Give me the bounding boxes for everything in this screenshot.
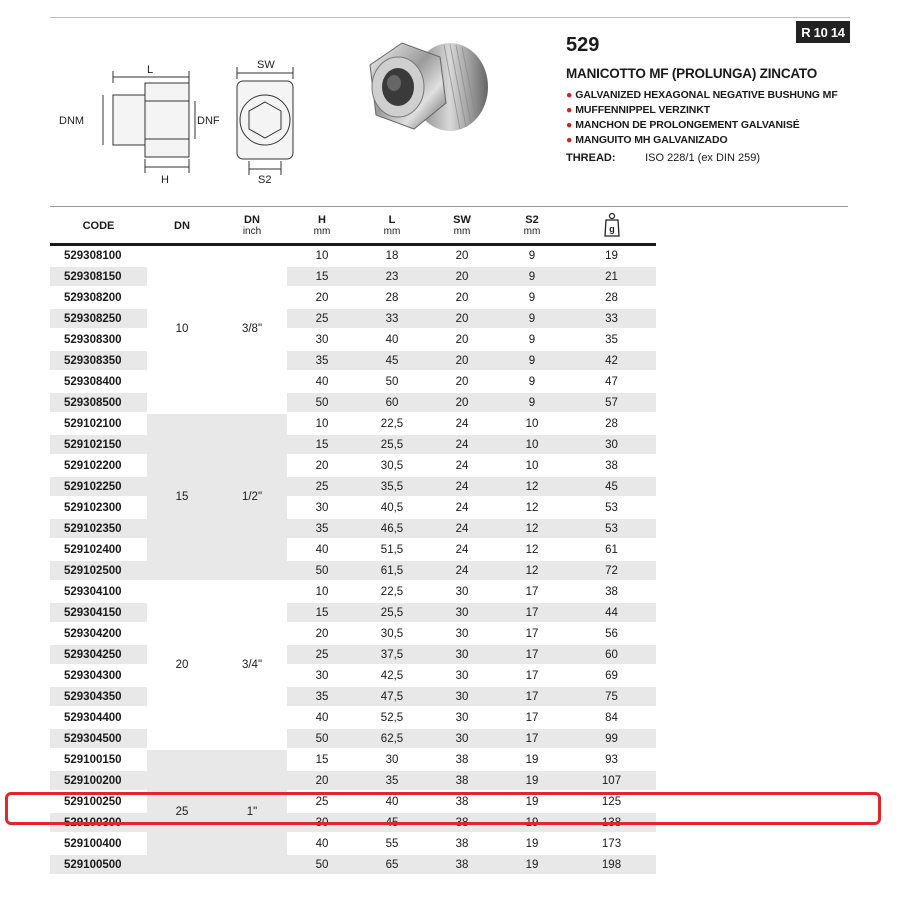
cell-s2: 17	[497, 707, 567, 728]
cell-code: 529304250	[50, 644, 147, 665]
cell-sw: 24	[427, 497, 497, 518]
product-title: MANICOTTO MF (PROLUNGA) ZINCATO	[566, 66, 818, 81]
cell-s2: 12	[497, 539, 567, 560]
cell-s2: 17	[497, 623, 567, 644]
cell-dn: 10	[147, 245, 217, 414]
description-item: ● GALVANIZED HEXAGONAL NEGATIVE BUSHUNG MF	[566, 89, 838, 101]
cell-code: 529308250	[50, 308, 147, 329]
top-rule	[50, 17, 850, 18]
weight-icon	[603, 212, 621, 238]
cell-l: 50	[357, 371, 427, 392]
cell-code: 529304400	[50, 707, 147, 728]
cell-code: 529304150	[50, 602, 147, 623]
cell-h: 15	[287, 266, 357, 287]
label-h: H	[161, 174, 169, 185]
cell-l: 22,5	[357, 581, 427, 602]
cell-code: 529100250	[50, 791, 147, 812]
cell-code: 529100500	[50, 854, 147, 875]
cell-sw: 38	[427, 770, 497, 791]
description-list	[566, 88, 838, 148]
cell-l: 52,5	[357, 707, 427, 728]
hex-body	[145, 83, 189, 157]
col-header-l: L mm	[357, 209, 427, 245]
end-view-body	[237, 81, 293, 159]
highlight-box	[5, 792, 881, 825]
cell-h: 40	[287, 371, 357, 392]
cell-weight: 93	[567, 749, 656, 770]
cell-l: 40,5	[357, 497, 427, 518]
table-row	[50, 245, 656, 267]
cell-l: 28	[357, 287, 427, 308]
cell-h: 30	[287, 497, 357, 518]
table-row	[50, 623, 656, 644]
cell-dn: 25	[147, 749, 217, 875]
cell-sw: 30	[427, 581, 497, 602]
cell-weight: 198	[567, 854, 656, 875]
cell-h: 15	[287, 434, 357, 455]
table-row	[50, 749, 656, 770]
cell-weight: 53	[567, 497, 656, 518]
table-row	[50, 539, 656, 560]
cell-dn: 20	[147, 581, 217, 749]
cell-h: 25	[287, 308, 357, 329]
cell-sw: 24	[427, 455, 497, 476]
label-dnm: DNM	[59, 115, 85, 127]
cell-s2: 9	[497, 392, 567, 413]
col-header-dn: DN	[147, 209, 217, 245]
cell-s2: 9	[497, 287, 567, 308]
cell-dn-inch: 3/8"	[217, 245, 287, 414]
table-row	[50, 476, 656, 497]
cell-sw: 24	[427, 413, 497, 434]
col-header-h: H mm	[287, 209, 357, 245]
cell-l: 37,5	[357, 644, 427, 665]
cell-sw: 38	[427, 833, 497, 854]
cell-code: 529304500	[50, 728, 147, 749]
col-header-sw: SW mm	[427, 209, 497, 245]
cell-code: 529308500	[50, 392, 147, 413]
cell-weight: 38	[567, 455, 656, 476]
cell-code: 529102150	[50, 434, 147, 455]
cell-h: 50	[287, 854, 357, 875]
cell-weight: 47	[567, 371, 656, 392]
cell-code: 529102300	[50, 497, 147, 518]
table-header-row	[50, 209, 656, 245]
cell-s2: 19	[497, 854, 567, 875]
cell-code: 529102200	[50, 455, 147, 476]
cell-weight: 173	[567, 833, 656, 854]
cell-weight: 38	[567, 581, 656, 602]
cell-weight: 28	[567, 413, 656, 434]
cell-code: 529304200	[50, 623, 147, 644]
col-header-dn-inch: DN inch	[217, 209, 287, 245]
table-row	[50, 581, 656, 602]
cell-dn-inch: 1"	[217, 749, 287, 875]
cell-s2: 19	[497, 833, 567, 854]
cell-l: 30	[357, 749, 427, 770]
cell-h: 35	[287, 518, 357, 539]
cell-s2: 10	[497, 413, 567, 434]
bullet-icon: ●	[566, 134, 573, 146]
cell-h: 30	[287, 665, 357, 686]
cell-sw: 20	[427, 329, 497, 350]
cell-s2: 19	[497, 812, 567, 833]
cell-weight: 44	[567, 602, 656, 623]
thread-label: THREAD:	[566, 152, 616, 164]
cell-dn-inch: 3/4"	[217, 581, 287, 749]
cell-s2: 9	[497, 308, 567, 329]
cell-sw: 30	[427, 623, 497, 644]
cell-l: 25,5	[357, 434, 427, 455]
cell-s2: 19	[497, 749, 567, 770]
cell-weight: 69	[567, 665, 656, 686]
bullet-icon: ●	[566, 119, 573, 131]
cell-weight: 53	[567, 518, 656, 539]
label-dnf: DNF	[197, 115, 220, 127]
table-row	[50, 350, 656, 371]
cell-h: 40	[287, 833, 357, 854]
table-row	[50, 308, 656, 329]
label-s2: S2	[258, 174, 272, 185]
cell-s2: 17	[497, 602, 567, 623]
cell-h: 20	[287, 455, 357, 476]
cell-l: 45	[357, 812, 427, 833]
cell-code: 529100150	[50, 749, 147, 770]
product-photo	[340, 25, 510, 175]
cell-sw: 20	[427, 245, 497, 267]
cell-h: 25	[287, 791, 357, 812]
cell-sw: 20	[427, 287, 497, 308]
cell-l: 40	[357, 329, 427, 350]
cell-weight: 72	[567, 560, 656, 581]
thread-spec	[566, 152, 760, 164]
cell-h: 25	[287, 644, 357, 665]
cell-weight: 42	[567, 350, 656, 371]
cell-l: 62,5	[357, 728, 427, 749]
cell-s2: 9	[497, 371, 567, 392]
cell-s2: 12	[497, 476, 567, 497]
table-row	[50, 770, 656, 791]
cell-l: 45	[357, 350, 427, 371]
description-item: ● MANCHON DE PROLONGEMENT GALVANISÉ	[566, 119, 800, 131]
cell-code: 529308300	[50, 329, 147, 350]
cell-l: 23	[357, 266, 427, 287]
table-row	[50, 497, 656, 518]
cell-sw: 20	[427, 371, 497, 392]
cell-sw: 38	[427, 812, 497, 833]
product-code: 529	[566, 34, 600, 56]
cell-weight: 45	[567, 476, 656, 497]
cell-weight: 33	[567, 308, 656, 329]
cell-code: 529102100	[50, 413, 147, 434]
cell-code: 529308350	[50, 350, 147, 371]
label-l: L	[147, 64, 154, 76]
cell-s2: 17	[497, 665, 567, 686]
cell-s2: 17	[497, 686, 567, 707]
cell-l: 35,5	[357, 476, 427, 497]
cell-h: 40	[287, 539, 357, 560]
svg-text:g: g	[608, 223, 615, 234]
cell-sw: 38	[427, 791, 497, 812]
cell-l: 51,5	[357, 539, 427, 560]
cell-code: 529308400	[50, 371, 147, 392]
cell-weight: 125	[567, 791, 656, 812]
cell-s2: 19	[497, 770, 567, 791]
cell-l: 30,5	[357, 455, 427, 476]
cell-code: 529308150	[50, 266, 147, 287]
cell-weight: 84	[567, 707, 656, 728]
cell-h: 30	[287, 329, 357, 350]
cell-weight: 75	[567, 686, 656, 707]
cell-sw: 30	[427, 707, 497, 728]
bullet-icon: ●	[566, 104, 573, 116]
cell-h: 35	[287, 686, 357, 707]
cell-weight: 19	[567, 245, 656, 267]
cell-code: 529304350	[50, 686, 147, 707]
cell-l: 42,5	[357, 665, 427, 686]
cell-h: 15	[287, 749, 357, 770]
cell-weight: 107	[567, 770, 656, 791]
cell-h: 30	[287, 812, 357, 833]
cell-s2: 10	[497, 455, 567, 476]
cell-code: 529102250	[50, 476, 147, 497]
cell-l: 55	[357, 833, 427, 854]
cell-l: 33	[357, 308, 427, 329]
cell-h: 20	[287, 287, 357, 308]
cell-weight: 99	[567, 728, 656, 749]
cell-weight: 28	[567, 287, 656, 308]
table-row	[50, 518, 656, 539]
cell-l: 60	[357, 392, 427, 413]
cell-s2: 9	[497, 266, 567, 287]
section-divider	[50, 206, 848, 207]
cell-sw: 20	[427, 266, 497, 287]
cell-s2: 17	[497, 728, 567, 749]
cell-h: 20	[287, 770, 357, 791]
cell-h: 10	[287, 581, 357, 602]
cell-l: 61,5	[357, 560, 427, 581]
cell-code: 529102350	[50, 518, 147, 539]
cell-weight: 35	[567, 329, 656, 350]
cell-s2: 19	[497, 791, 567, 812]
table-row	[50, 833, 656, 854]
cell-h: 50	[287, 560, 357, 581]
cell-code: 529304300	[50, 665, 147, 686]
cell-h: 25	[287, 476, 357, 497]
cell-l: 46,5	[357, 518, 427, 539]
description-item: ● MANGUITO MH GALVANIZADO	[566, 134, 728, 146]
table-row	[50, 434, 656, 455]
table-row	[50, 665, 656, 686]
cell-code: 529102500	[50, 560, 147, 581]
cell-code: 529304100	[50, 581, 147, 602]
cell-h: 50	[287, 728, 357, 749]
table-row	[50, 455, 656, 476]
cell-sw: 38	[427, 749, 497, 770]
col-header-code: CODE	[50, 209, 147, 245]
cell-weight: 57	[567, 392, 656, 413]
cell-weight: 21	[567, 266, 656, 287]
cell-s2: 12	[497, 497, 567, 518]
cell-code: 529100300	[50, 812, 147, 833]
cell-sw: 30	[427, 644, 497, 665]
cell-code: 529308200	[50, 287, 147, 308]
cell-weight: 30	[567, 434, 656, 455]
page-reference-badge: R 10 14	[796, 21, 850, 43]
cell-sw: 30	[427, 686, 497, 707]
male-thread-body	[113, 95, 145, 145]
cell-sw: 30	[427, 665, 497, 686]
cell-l: 35	[357, 770, 427, 791]
cell-code: 529308100	[50, 245, 147, 267]
cell-sw: 24	[427, 476, 497, 497]
table-row	[50, 707, 656, 728]
cell-code: 529100200	[50, 770, 147, 791]
cell-s2: 10	[497, 434, 567, 455]
cell-l: 40	[357, 791, 427, 812]
cell-weight: 138	[567, 812, 656, 833]
bullet-icon: ●	[566, 89, 573, 101]
table-row	[50, 560, 656, 581]
cell-h: 10	[287, 413, 357, 434]
technical-drawing	[55, 55, 315, 185]
cell-dn: 15	[147, 413, 217, 581]
cell-sw: 24	[427, 434, 497, 455]
cell-sw: 30	[427, 728, 497, 749]
cell-l: 30,5	[357, 623, 427, 644]
table-row	[50, 644, 656, 665]
col-header-weight	[567, 209, 656, 245]
cell-sw: 24	[427, 560, 497, 581]
cell-h: 10	[287, 245, 357, 267]
cell-s2: 9	[497, 329, 567, 350]
cell-sw: 38	[427, 854, 497, 875]
cell-weight: 56	[567, 623, 656, 644]
cell-l: 22,5	[357, 413, 427, 434]
table-body	[50, 245, 656, 876]
label-sw: SW	[257, 59, 275, 71]
table-row	[50, 329, 656, 350]
table-row	[50, 686, 656, 707]
cell-sw: 20	[427, 350, 497, 371]
cell-s2: 17	[497, 644, 567, 665]
cell-h: 50	[287, 392, 357, 413]
cell-l: 25,5	[357, 602, 427, 623]
cell-h: 15	[287, 602, 357, 623]
cell-h: 40	[287, 707, 357, 728]
cell-weight: 60	[567, 644, 656, 665]
cell-dn-inch: 1/2"	[217, 413, 287, 581]
cell-h: 35	[287, 350, 357, 371]
table-row	[50, 266, 656, 287]
table-row	[50, 371, 656, 392]
table-row	[50, 287, 656, 308]
cell-s2: 9	[497, 245, 567, 267]
cell-weight: 61	[567, 539, 656, 560]
cell-sw: 24	[427, 539, 497, 560]
cell-s2: 12	[497, 560, 567, 581]
thread-value: ISO 228/1 (ex DIN 259)	[645, 152, 761, 164]
cell-s2: 9	[497, 350, 567, 371]
cell-sw: 20	[427, 308, 497, 329]
cell-sw: 20	[427, 392, 497, 413]
col-header-s2: S2 mm	[497, 209, 567, 245]
description-item: ● MUFFENNIPPEL VERZINKT	[566, 104, 711, 116]
cell-h: 20	[287, 623, 357, 644]
cell-sw: 30	[427, 602, 497, 623]
table-row	[50, 602, 656, 623]
table-row	[50, 392, 656, 413]
cell-code: 529100400	[50, 833, 147, 854]
cell-s2: 17	[497, 581, 567, 602]
table-row	[50, 854, 656, 875]
cell-code: 529102400	[50, 539, 147, 560]
cell-s2: 12	[497, 518, 567, 539]
table-row	[50, 413, 656, 434]
table-row	[50, 728, 656, 749]
cell-l: 65	[357, 854, 427, 875]
cell-l: 18	[357, 245, 427, 267]
cell-l: 47,5	[357, 686, 427, 707]
spec-table	[50, 209, 656, 876]
cell-sw: 24	[427, 518, 497, 539]
